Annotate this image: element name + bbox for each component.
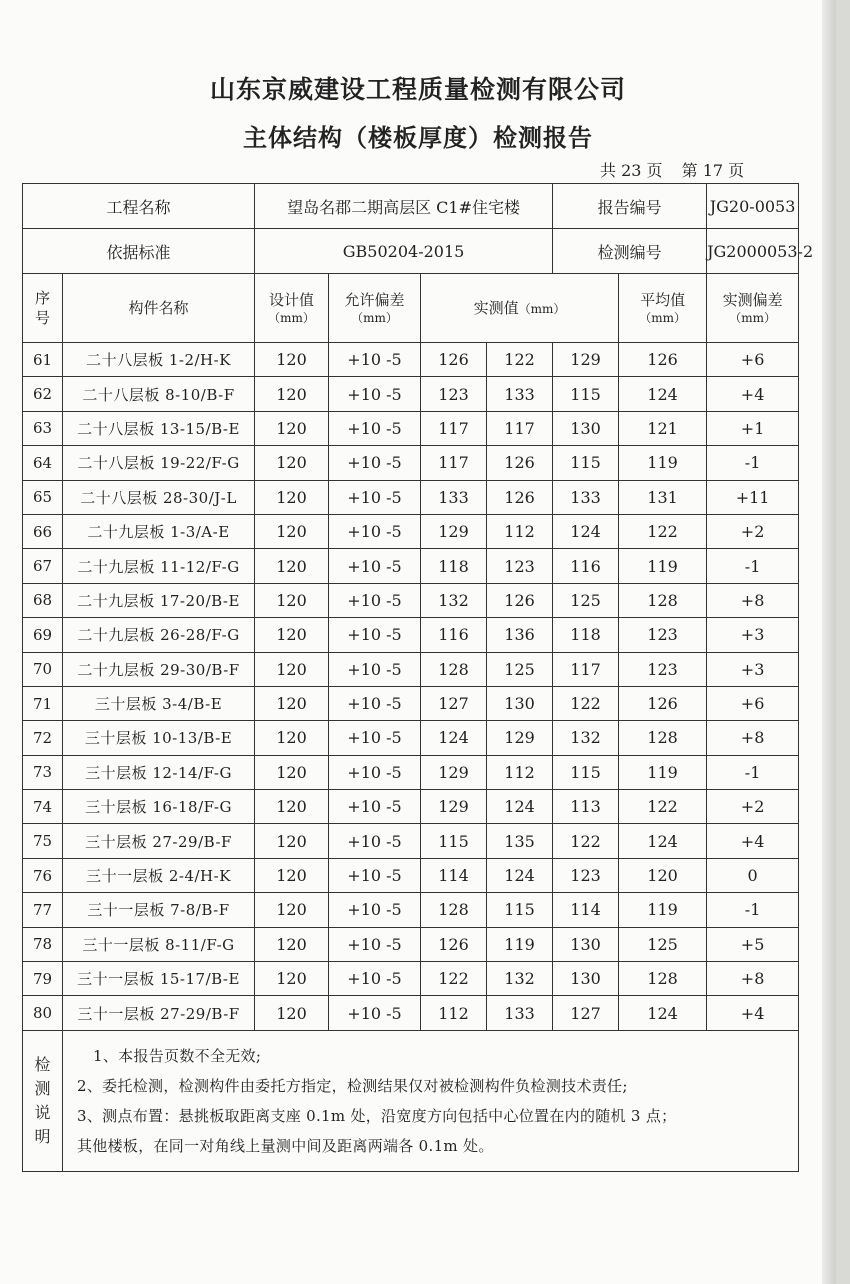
design-value-cell: 120 [255, 755, 329, 789]
measured-1-cell: 128 [421, 893, 487, 927]
measured-1-cell: 126 [421, 927, 487, 961]
measured-1-cell: 129 [421, 514, 487, 548]
average-cell: 128 [619, 721, 707, 755]
deviation-cell: -1 [707, 446, 799, 480]
standard-value: GB50204-2015 [255, 229, 553, 274]
design-value-cell: 120 [255, 446, 329, 480]
measured-3-cell: 129 [553, 343, 619, 377]
seq-cell: 74 [23, 790, 63, 824]
note-line: 3、测点布置：悬挑板取距离支座 0.1m 处，沿宽度方向包括中心位置在内的随机 3 点； [77, 1106, 677, 1125]
report-no-value: JG20-0053 [707, 184, 799, 229]
note-line: 2、委托检测，检测构件由委托方指定，检测结果仅对被检测构件负检测技术责任; [77, 1076, 628, 1095]
tolerance-cell: +10 -5 [329, 480, 421, 514]
member-name-cell: 三十层板 12-14/F-G [63, 755, 255, 789]
col-tolerance [329, 274, 421, 343]
tolerance-cell: +10 -5 [329, 858, 421, 892]
measured-2-cell: 133 [487, 377, 553, 411]
deviation-cell: +1 [707, 411, 799, 445]
deviation-cell: +4 [707, 824, 799, 858]
measured-2-cell: 124 [487, 858, 553, 892]
member-name-cell: 二十八层板 1-2/H-K [63, 343, 255, 377]
company-title: 山东京威建设工程质量检测有限公司 [209, 75, 626, 104]
measured-2-cell: 119 [487, 927, 553, 961]
deviation-cell: +4 [707, 996, 799, 1030]
standard-label: 依据标准 [23, 229, 255, 274]
project-label: 工程名称 [23, 184, 255, 229]
measured-1-cell: 129 [421, 755, 487, 789]
report-no-label: 报告编号 [553, 184, 707, 229]
average-cell: 122 [619, 514, 707, 548]
measured-2-cell: 129 [487, 721, 553, 755]
design-value-cell: 120 [255, 962, 329, 996]
seq-cell: 61 [23, 343, 63, 377]
measured-2-cell: 125 [487, 652, 553, 686]
seq-cell: 65 [23, 480, 63, 514]
deviation-cell: +6 [707, 686, 799, 720]
col-design-unit: （mm） [268, 311, 315, 326]
measured-3-cell: 117 [553, 652, 619, 686]
measured-1-cell: 127 [421, 686, 487, 720]
measured-3-cell: 124 [553, 514, 619, 548]
measured-1-cell: 117 [421, 411, 487, 445]
measured-3-cell: 133 [553, 480, 619, 514]
seq-cell: 69 [23, 618, 63, 652]
report-title: 主体结构（楼板厚度）检测报告 [243, 124, 593, 152]
average-cell: 119 [619, 446, 707, 480]
seq-cell: 78 [23, 927, 63, 961]
seq-cell: 71 [23, 686, 63, 720]
page-edge [822, 0, 836, 1284]
average-cell: 128 [619, 583, 707, 617]
average-cell: 126 [619, 343, 707, 377]
tolerance-cell: +10 -5 [329, 962, 421, 996]
measured-3-cell: 114 [553, 893, 619, 927]
table-row [23, 652, 799, 686]
measured-1-cell: 126 [421, 343, 487, 377]
average-cell: 121 [619, 411, 707, 445]
deviation-cell: +11 [707, 480, 799, 514]
member-name-cell: 三十层板 16-18/F-G [63, 790, 255, 824]
col-deviation-unit: （mm） [729, 311, 776, 326]
average-cell: 124 [619, 824, 707, 858]
table-row [23, 858, 799, 892]
measured-2-cell: 136 [487, 618, 553, 652]
seq-cell: 66 [23, 514, 63, 548]
tolerance-cell: +10 -5 [329, 652, 421, 686]
total-pages: 共 23 页 [600, 161, 663, 180]
member-name-cell: 三十一层板 7-8/B-F [63, 893, 255, 927]
table-row [23, 446, 799, 480]
measured-3-cell: 113 [553, 790, 619, 824]
design-value-cell: 120 [255, 618, 329, 652]
deviation-cell: -1 [707, 755, 799, 789]
tolerance-cell: +10 -5 [329, 996, 421, 1030]
measured-2-cell: 112 [487, 514, 553, 548]
seq-cell: 76 [23, 858, 63, 892]
col-measured-text: 实测值 [473, 298, 519, 317]
member-name-cell: 二十九层板 11-12/F-G [63, 549, 255, 583]
col-deviation [707, 274, 799, 343]
seq-cell: 80 [23, 996, 63, 1030]
deviation-cell: +8 [707, 962, 799, 996]
inspection-table [22, 183, 814, 1172]
member-name-cell: 三十层板 3-4/B-E [63, 686, 255, 720]
average-cell: 120 [619, 858, 707, 892]
project-value: 望岛名郡二期高层区 C1#住宅楼 [255, 184, 553, 229]
table-row [23, 377, 799, 411]
note-line: 1、本报告页数不全无效; [93, 1046, 262, 1065]
measured-1-cell: 112 [421, 996, 487, 1030]
col-member: 构件名称 [63, 274, 255, 343]
measured-1-cell: 128 [421, 652, 487, 686]
measured-1-cell: 129 [421, 790, 487, 824]
average-cell: 119 [619, 549, 707, 583]
tolerance-cell: +10 -5 [329, 549, 421, 583]
seq-cell: 67 [23, 549, 63, 583]
measured-3-cell: 130 [553, 411, 619, 445]
tolerance-cell: +10 -5 [329, 411, 421, 445]
measured-3-cell: 130 [553, 962, 619, 996]
measured-2-cell: 115 [487, 893, 553, 927]
member-name-cell: 二十八层板 19-22/F-G [63, 446, 255, 480]
seq-cell: 77 [23, 893, 63, 927]
table-row [23, 686, 799, 720]
tolerance-cell: +10 -5 [329, 343, 421, 377]
tolerance-cell: +10 -5 [329, 618, 421, 652]
measured-2-cell: 122 [487, 343, 553, 377]
col-design [255, 274, 329, 343]
deviation-cell: +3 [707, 652, 799, 686]
table-row [23, 824, 799, 858]
measured-2-cell: 130 [487, 686, 553, 720]
member-name-cell: 二十八层板 28-30/J-L [63, 480, 255, 514]
measured-3-cell: 132 [553, 721, 619, 755]
deviation-cell: 0 [707, 858, 799, 892]
measured-3-cell: 127 [553, 996, 619, 1030]
measured-2-cell: 123 [487, 549, 553, 583]
deviation-cell: +3 [707, 618, 799, 652]
measured-3-cell: 115 [553, 755, 619, 789]
member-name-cell: 二十八层板 8-10/B-F [63, 377, 255, 411]
table-row [23, 893, 799, 927]
tolerance-cell: +10 -5 [329, 893, 421, 927]
member-name-cell: 二十九层板 17-20/B-E [63, 583, 255, 617]
member-name-cell: 二十九层板 1-3/A-E [63, 514, 255, 548]
deviation-cell: +4 [707, 377, 799, 411]
seq-cell: 73 [23, 755, 63, 789]
table-row [23, 514, 799, 548]
measured-1-cell: 117 [421, 446, 487, 480]
col-tolerance-text: 允许偏差 [344, 290, 405, 309]
table-row [23, 618, 799, 652]
col-average-text: 平均值 [640, 290, 686, 309]
notes-label [23, 1030, 63, 1171]
measured-2-cell: 126 [487, 583, 553, 617]
col-deviation-text: 实测偏差 [722, 290, 783, 309]
tolerance-cell: +10 -5 [329, 755, 421, 789]
col-measured-unit: （mm） [518, 301, 566, 316]
standard-row [23, 229, 799, 274]
average-cell: 123 [619, 618, 707, 652]
table-row [23, 755, 799, 789]
deviation-cell: +8 [707, 721, 799, 755]
col-design-text: 设计值 [269, 290, 315, 309]
note-line: 其他楼板，在同一对角线上量测中间及距离两端各 0.1m 处。 [77, 1136, 494, 1155]
measured-1-cell: 132 [421, 583, 487, 617]
average-cell: 125 [619, 927, 707, 961]
table-row [23, 583, 799, 617]
table-row [23, 721, 799, 755]
average-cell: 128 [619, 962, 707, 996]
col-seq [23, 274, 63, 343]
average-cell: 119 [619, 893, 707, 927]
seq-cell: 79 [23, 962, 63, 996]
average-cell: 123 [619, 652, 707, 686]
tolerance-cell: +10 -5 [329, 377, 421, 411]
deviation-cell: +6 [707, 343, 799, 377]
average-cell: 124 [619, 377, 707, 411]
measured-1-cell: 124 [421, 721, 487, 755]
notes-label-text: 检测说明 [34, 1054, 51, 1146]
table-row [23, 343, 799, 377]
seq-cell: 63 [23, 411, 63, 445]
deviation-cell: -1 [707, 893, 799, 927]
member-name-cell: 二十九层板 26-28/F-G [63, 618, 255, 652]
measured-1-cell: 114 [421, 858, 487, 892]
notes-row [23, 1030, 799, 1171]
seq-cell: 70 [23, 652, 63, 686]
measured-1-cell: 133 [421, 480, 487, 514]
design-value-cell: 120 [255, 721, 329, 755]
table-row [23, 927, 799, 961]
measured-3-cell: 122 [553, 824, 619, 858]
table-row [23, 996, 799, 1030]
design-value-cell: 120 [255, 549, 329, 583]
design-value-cell: 120 [255, 480, 329, 514]
tolerance-cell: +10 -5 [329, 721, 421, 755]
design-value-cell: 120 [255, 583, 329, 617]
measured-2-cell: 112 [487, 755, 553, 789]
seq-cell: 62 [23, 377, 63, 411]
measured-3-cell: 115 [553, 446, 619, 480]
design-value-cell: 120 [255, 411, 329, 445]
member-name-cell: 三十层板 27-29/B-F [63, 824, 255, 858]
col-average [619, 274, 707, 343]
seq-cell: 68 [23, 583, 63, 617]
design-value-cell: 120 [255, 686, 329, 720]
measured-1-cell: 116 [421, 618, 487, 652]
test-no-value: JG2000053-2 [707, 229, 799, 274]
member-name-cell: 三十一层板 15-17/B-E [63, 962, 255, 996]
tolerance-cell: +10 -5 [329, 686, 421, 720]
notes-body [63, 1030, 799, 1171]
deviation-cell: +8 [707, 583, 799, 617]
measured-1-cell: 123 [421, 377, 487, 411]
design-value-cell: 120 [255, 927, 329, 961]
measured-3-cell: 125 [553, 583, 619, 617]
member-name-cell: 二十八层板 13-15/B-E [63, 411, 255, 445]
col-seq-text: 序号 [34, 288, 50, 327]
measured-2-cell: 135 [487, 824, 553, 858]
test-no-label: 检测编号 [553, 229, 707, 274]
deviation-cell: +2 [707, 790, 799, 824]
member-name-cell: 三十层板 10-13/B-E [63, 721, 255, 755]
tolerance-cell: +10 -5 [329, 927, 421, 961]
measured-3-cell: 118 [553, 618, 619, 652]
deviation-cell: -1 [707, 549, 799, 583]
seq-cell: 64 [23, 446, 63, 480]
measured-3-cell: 123 [553, 858, 619, 892]
col-tolerance-unit: （mm） [351, 311, 398, 326]
measured-1-cell: 115 [421, 824, 487, 858]
member-name-cell: 三十一层板 27-29/B-F [63, 996, 255, 1030]
deviation-cell: +2 [707, 514, 799, 548]
measured-2-cell: 117 [487, 411, 553, 445]
tolerance-cell: +10 -5 [329, 824, 421, 858]
measured-2-cell: 126 [487, 446, 553, 480]
col-average-unit: （mm） [639, 311, 686, 326]
table-row [23, 549, 799, 583]
design-value-cell: 120 [255, 343, 329, 377]
measured-2-cell: 124 [487, 790, 553, 824]
table-row [23, 480, 799, 514]
design-value-cell: 120 [255, 824, 329, 858]
design-value-cell: 120 [255, 514, 329, 548]
design-value-cell: 120 [255, 377, 329, 411]
measured-3-cell: 130 [553, 927, 619, 961]
project-row [23, 184, 799, 229]
measured-3-cell: 122 [553, 686, 619, 720]
measured-3-cell: 116 [553, 549, 619, 583]
page-info [600, 158, 758, 181]
member-name-cell: 三十一层板 8-11/F-G [63, 927, 255, 961]
measured-2-cell: 133 [487, 996, 553, 1030]
deviation-cell: +5 [707, 927, 799, 961]
current-page: 第 17 页 [681, 161, 745, 180]
average-cell: 131 [619, 480, 707, 514]
measured-3-cell: 115 [553, 377, 619, 411]
design-value-cell: 120 [255, 652, 329, 686]
design-value-cell: 120 [255, 893, 329, 927]
average-cell: 124 [619, 996, 707, 1030]
member-name-cell: 二十九层板 29-30/B-F [63, 652, 255, 686]
measured-2-cell: 126 [487, 480, 553, 514]
column-header-row [23, 274, 799, 343]
design-value-cell: 120 [255, 996, 329, 1030]
design-value-cell: 120 [255, 790, 329, 824]
average-cell: 119 [619, 755, 707, 789]
member-name-cell: 三十一层板 2-4/H-K [63, 858, 255, 892]
tolerance-cell: +10 -5 [329, 583, 421, 617]
table-row [23, 962, 799, 996]
tolerance-cell: +10 -5 [329, 514, 421, 548]
table-row [23, 411, 799, 445]
table-row [23, 790, 799, 824]
design-value-cell: 120 [255, 858, 329, 892]
average-cell: 126 [619, 686, 707, 720]
average-cell: 122 [619, 790, 707, 824]
measured-1-cell: 118 [421, 549, 487, 583]
col-measured [421, 274, 619, 343]
tolerance-cell: +10 -5 [329, 446, 421, 480]
tolerance-cell: +10 -5 [329, 790, 421, 824]
seq-cell: 75 [23, 824, 63, 858]
measured-1-cell: 122 [421, 962, 487, 996]
measured-2-cell: 132 [487, 962, 553, 996]
seq-cell: 72 [23, 721, 63, 755]
